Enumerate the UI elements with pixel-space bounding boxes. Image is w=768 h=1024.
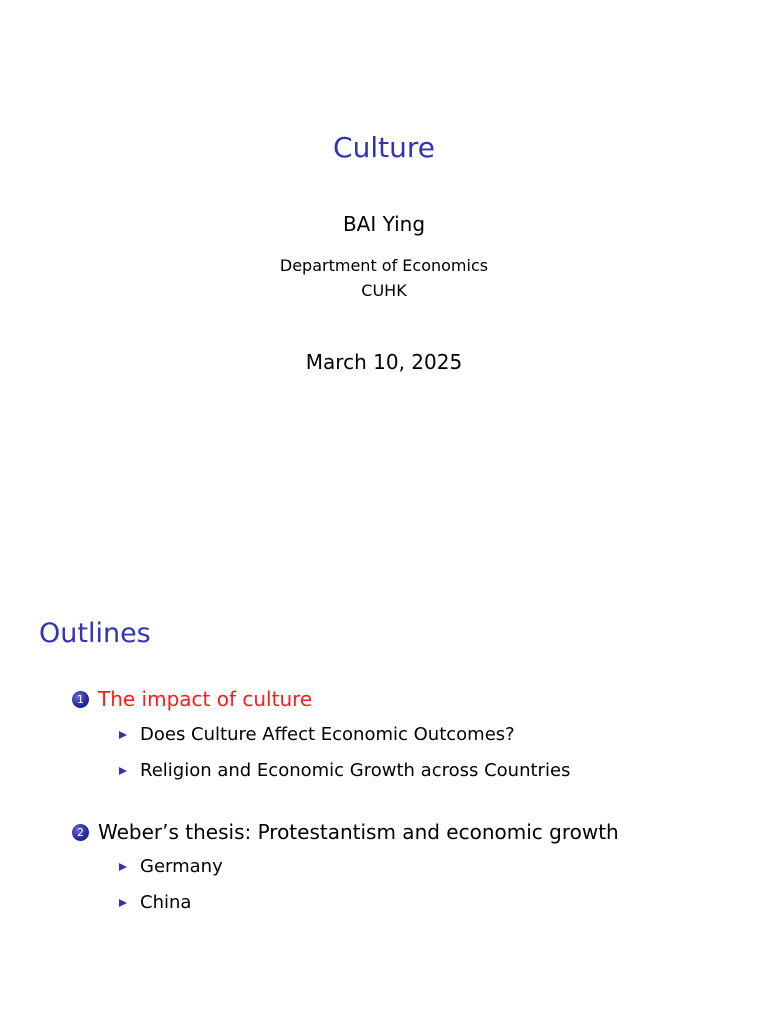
- subitem-label: China: [140, 892, 192, 913]
- outline-section-1: [72, 687, 312, 711]
- outline-subitem: [119, 760, 570, 781]
- bullet-triangle-icon: [119, 767, 127, 775]
- outline-slide: [0, 512, 768, 1024]
- outline-subitem: [119, 892, 191, 913]
- bullet-triangle-icon: [119, 731, 127, 739]
- bullet-triangle-icon: [119, 863, 127, 871]
- bullet-triangle-icon: [119, 899, 127, 907]
- presentation-date: March 10, 2025: [305, 350, 463, 374]
- institute-department: Department of Economics: [279, 256, 489, 275]
- subitem-label: Does Culture Affect Economic Outcomes?: [140, 724, 515, 745]
- outline-subitem: [119, 856, 223, 877]
- section-title: Weber’s thesis: Protestantism and economic growth: [98, 820, 619, 844]
- outline-subitem: [119, 724, 515, 745]
- author-name: BAI Ying: [342, 212, 426, 236]
- section-number-ball-icon: 2: [72, 824, 89, 841]
- section-title: The impact of culture: [98, 687, 313, 711]
- subitem-label: Germany: [140, 856, 223, 877]
- subitem-label: Religion and Economic Growth across Countries: [140, 760, 571, 781]
- section-number-ball-icon: 1: [72, 691, 89, 708]
- presentation-title: Culture: [333, 131, 435, 164]
- outline-heading: Outlines: [39, 618, 151, 649]
- outline-section-2: [72, 820, 619, 844]
- institute-university: CUHK: [361, 281, 407, 300]
